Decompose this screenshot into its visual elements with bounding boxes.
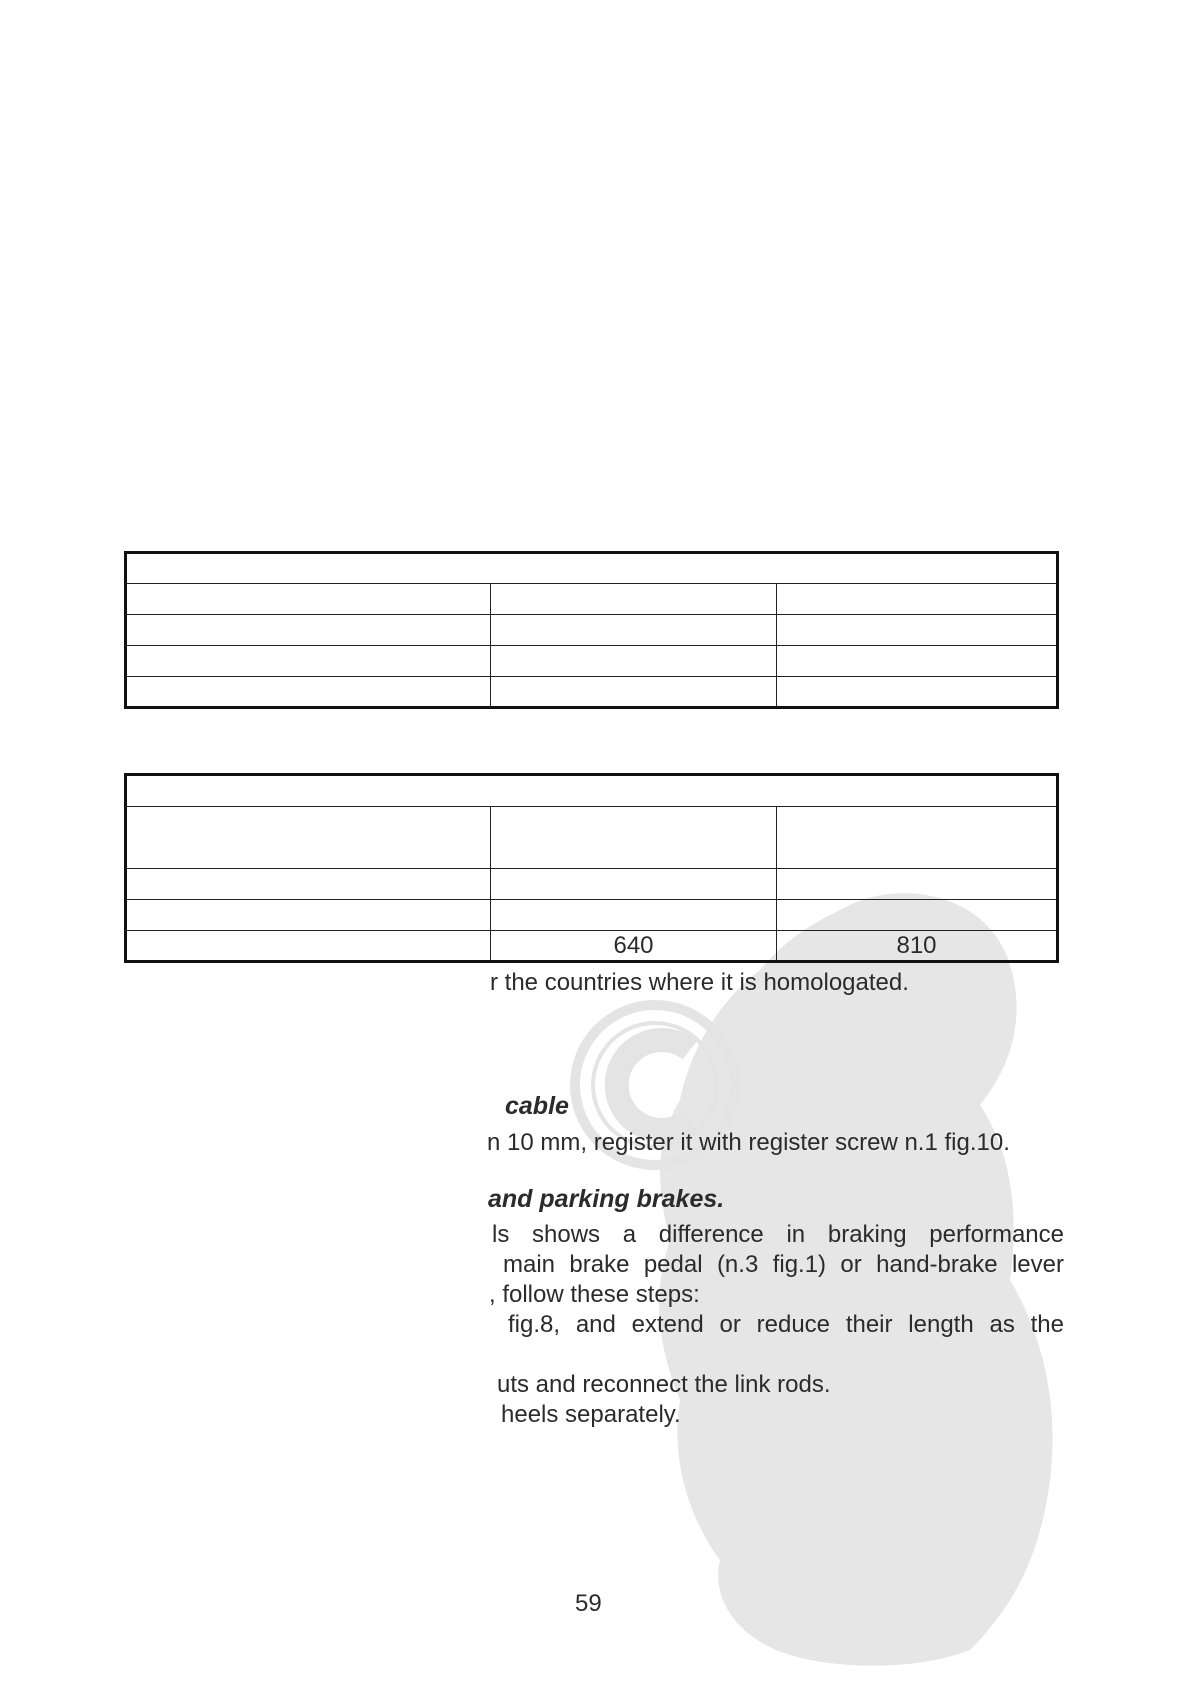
homologated-note: r the countries where it is homologated. xyxy=(490,969,909,996)
table-cell xyxy=(126,900,491,931)
table-row xyxy=(126,584,1058,615)
table-cell xyxy=(126,931,491,962)
table-cell xyxy=(777,807,1058,869)
table-b-header-row xyxy=(126,775,1058,807)
table-a xyxy=(124,551,1059,709)
brakes-paragraph-line: fig.8, and extend or reduce their length as the xyxy=(508,1311,1064,1338)
page-number: 59 xyxy=(575,1590,602,1617)
table-cell xyxy=(777,900,1058,931)
table-cell xyxy=(126,584,491,615)
table-cell xyxy=(777,615,1058,646)
table-cell xyxy=(491,584,777,615)
table-cell xyxy=(777,677,1058,708)
table-cell xyxy=(491,646,777,677)
table-b-header-cell xyxy=(126,775,1058,807)
brakes-paragraph-line: uts and reconnect the link rods. xyxy=(497,1371,831,1398)
table-cell xyxy=(491,900,777,931)
cable-paragraph-line: n 10 mm, register it with register screw n.1 fig.10. xyxy=(487,1129,1010,1156)
table-cell xyxy=(126,869,491,900)
table-row xyxy=(126,900,1058,931)
table-row xyxy=(126,869,1058,900)
table-cell xyxy=(126,615,491,646)
brakes-paragraph-line: , follow these steps: xyxy=(489,1281,700,1308)
table-cell xyxy=(777,869,1058,900)
table-row xyxy=(126,615,1058,646)
table-a-header-row xyxy=(126,553,1058,584)
table-cell xyxy=(777,584,1058,615)
table-row xyxy=(126,677,1058,708)
table-row xyxy=(126,931,1058,962)
table-a-header-cell xyxy=(126,553,1058,584)
section-heading-cable: cable xyxy=(505,1092,569,1120)
table-cell: 640 xyxy=(491,931,777,962)
brakes-paragraph-line: heels separately. xyxy=(501,1401,681,1428)
table-row xyxy=(126,807,1058,869)
table-cell xyxy=(491,615,777,646)
brakes-paragraph-line: main brake pedal (n.3 fig.1) or hand-brake lever xyxy=(503,1251,1064,1278)
table-cell xyxy=(126,677,491,708)
table-cell xyxy=(491,677,777,708)
table-b xyxy=(124,773,1059,963)
table-cell xyxy=(126,807,491,869)
brakes-paragraph-line: ls shows a difference in braking performance xyxy=(492,1221,1064,1248)
table-cell xyxy=(777,646,1058,677)
table-cell xyxy=(126,646,491,677)
beaver-silhouette xyxy=(659,893,1053,1666)
table-cell xyxy=(491,869,777,900)
section-heading-brakes: and parking brakes. xyxy=(488,1185,725,1213)
table-row xyxy=(126,646,1058,677)
table-cell xyxy=(491,807,777,869)
table-cell: 810 xyxy=(777,931,1058,962)
